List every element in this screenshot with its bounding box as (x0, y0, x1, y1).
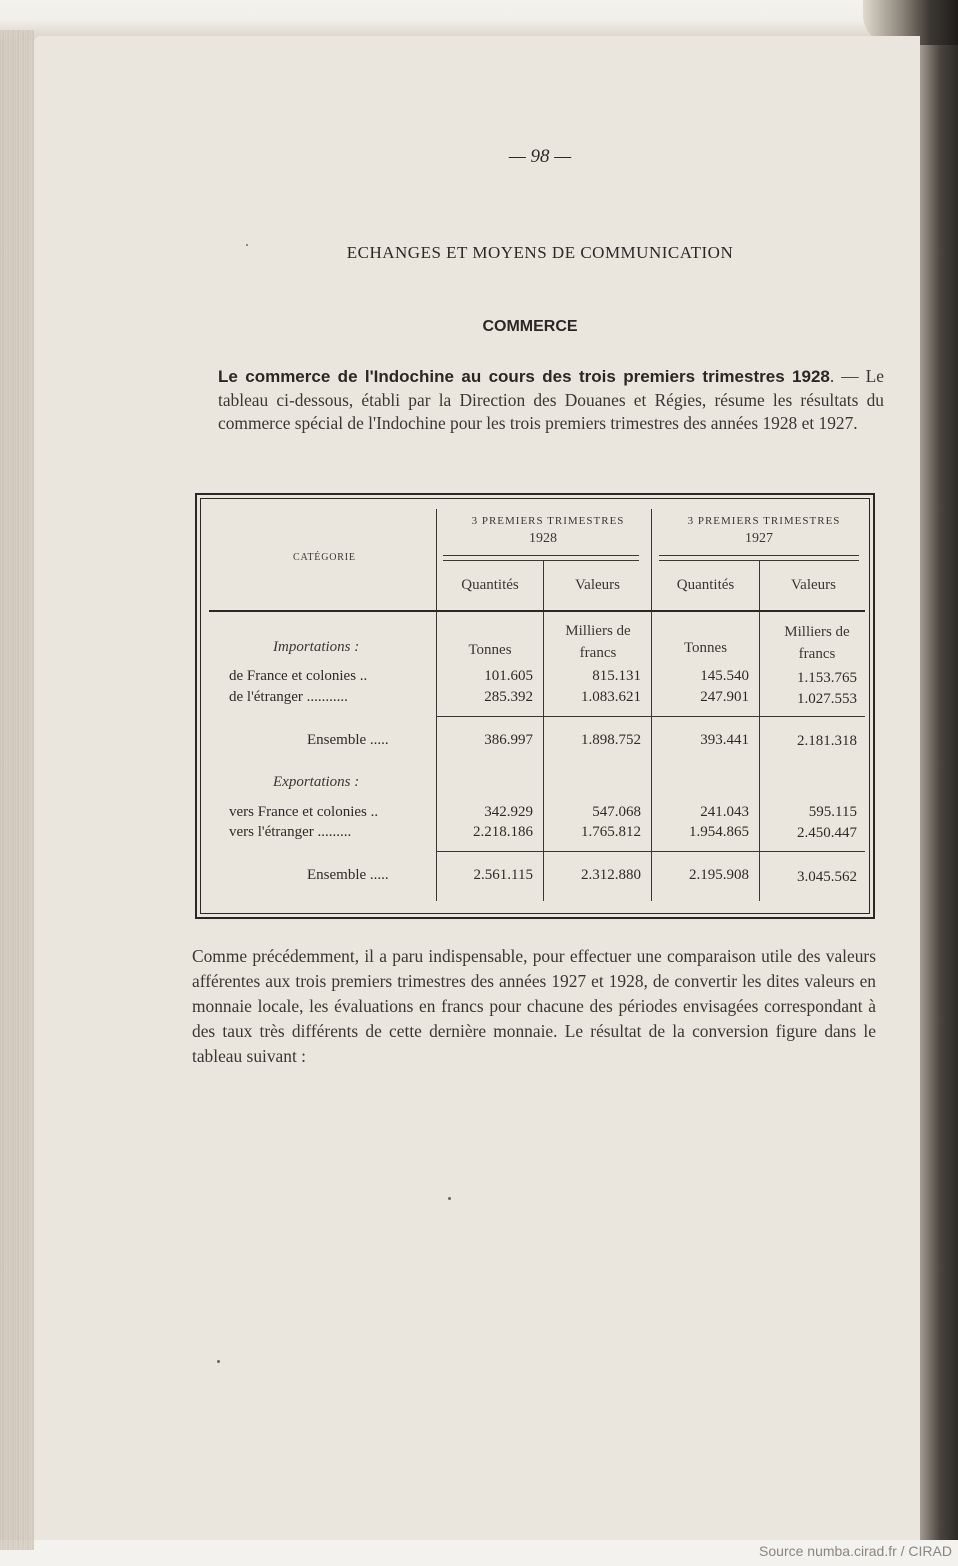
cell-value: 595.115 (808, 804, 857, 820)
intro-paragraph (218, 365, 884, 436)
book-top-edge (0, 0, 958, 40)
unit-tonnes-1927: Tonnes (683, 640, 728, 656)
subsection-title: COMMERCE (482, 318, 578, 335)
group-rule (659, 555, 859, 561)
commerce-table (195, 493, 875, 919)
unit-francs-1928: Milliers de francs (565, 623, 631, 661)
cell-value-total: 2.195.908 (689, 867, 749, 883)
group-year-1927: 1927 (745, 531, 773, 546)
cell-value: 285.392 (484, 689, 533, 705)
cell-value: 1.765.812 (581, 824, 641, 840)
unit-tonnes-1928: Tonnes (468, 642, 512, 658)
group-header-1928: 3 PREMIERS TRIMESTRES (471, 515, 625, 527)
row-label: de l'étranger ........... (229, 689, 348, 705)
scan-speck (246, 244, 248, 246)
cell-value: 342.929 (484, 804, 533, 820)
cell-value: 1.083.621 (581, 689, 641, 705)
section-label-importations: Importations : (273, 639, 360, 655)
cell-value-total: 1.898.752 (581, 732, 641, 748)
page-number: — 98 — (508, 146, 572, 167)
row-label: vers France et colonies .. (229, 804, 379, 820)
source-credit: Source numba.cirad.fr / CIRAD (759, 1543, 952, 1559)
intro-lead: Le commerce de l'Indochine au cours des trois premiers trimestres 1928 (218, 367, 830, 386)
cell-value: 247.901 (700, 689, 749, 705)
cell-value-total: 386.997 (484, 732, 533, 748)
subtotal-rule (437, 851, 865, 852)
row-label: de France et colonies .. (229, 668, 368, 684)
section-title: ECHANGES ET MOYENS DE COMMUNICATION (346, 243, 734, 262)
cell-value: 1.954.865 (689, 824, 749, 840)
unit-francs-1927: Milliers de francs (784, 624, 850, 662)
intro-text: . — Le tableau ci-dessous, établi par la Direction des Douanes et Régies, résume les résultats du commerce spécial de l'Indochine pour les trois premiers trimestres des années 1928 et 1927. (218, 366, 884, 433)
section-label-exportations: Exportations : (273, 774, 360, 790)
col-header-valeurs-1927: Valeurs (791, 577, 836, 593)
cell-value-total: 393.441 (700, 732, 749, 748)
cell-value: 101.605 (484, 668, 533, 684)
cell-value-total: 3.045.562 (797, 869, 857, 885)
cell-value-total: 2.312.880 (581, 867, 641, 883)
page-edges (0, 30, 34, 1550)
col-divider (759, 561, 760, 901)
row-label-total: Ensemble ..... (307, 867, 389, 883)
col-header-quantites-1928: Quantités (461, 577, 519, 593)
cell-value: 1.027.553 (797, 691, 857, 707)
col-divider (543, 561, 544, 901)
group-rule (443, 555, 639, 561)
category-header: CATÉGORIE (293, 552, 356, 563)
scan-speck (448, 1197, 451, 1200)
cell-value: 2.450.447 (797, 825, 857, 841)
subtotal-rule (437, 716, 865, 717)
col-header-valeurs-1928: Valeurs (575, 577, 620, 593)
cell-value: 1.153.765 (797, 670, 857, 686)
cell-value: 2.218.186 (473, 824, 533, 840)
cell-value-total: 2.561.115 (473, 867, 533, 883)
cell-value-total: 2.181.318 (797, 733, 857, 749)
row-label: vers l'étranger ......... (229, 824, 352, 840)
header-rule (209, 610, 865, 612)
row-label-total: Ensemble ..... (307, 732, 389, 748)
scan-speck (217, 1360, 220, 1363)
cell-value: 547.068 (592, 804, 641, 820)
cell-value: 145.540 (700, 668, 749, 684)
col-header-quantites-1927: Quantités (676, 577, 735, 593)
group-header-1927: 3 PREMIERS TRIMESTRES (687, 515, 841, 527)
cell-value: 815.131 (592, 668, 641, 684)
group-year-1928: 1928 (529, 531, 557, 546)
cell-value: 241.043 (700, 804, 749, 820)
conclusion-paragraph: Comme précédemment, il a paru indispensable, pour effectuer une comparaison utile des valeurs afférentes aux trois premiers trimestres des années 1927 et 1928, de convertir les dites valeurs en monnaie locale, les évaluations en francs pour chacune des périodes envisagées correspondant à des taux très différents de cette dernière monnaie. Le résultat de la conversion figure dans le tableau suivant : (192, 946, 876, 1066)
